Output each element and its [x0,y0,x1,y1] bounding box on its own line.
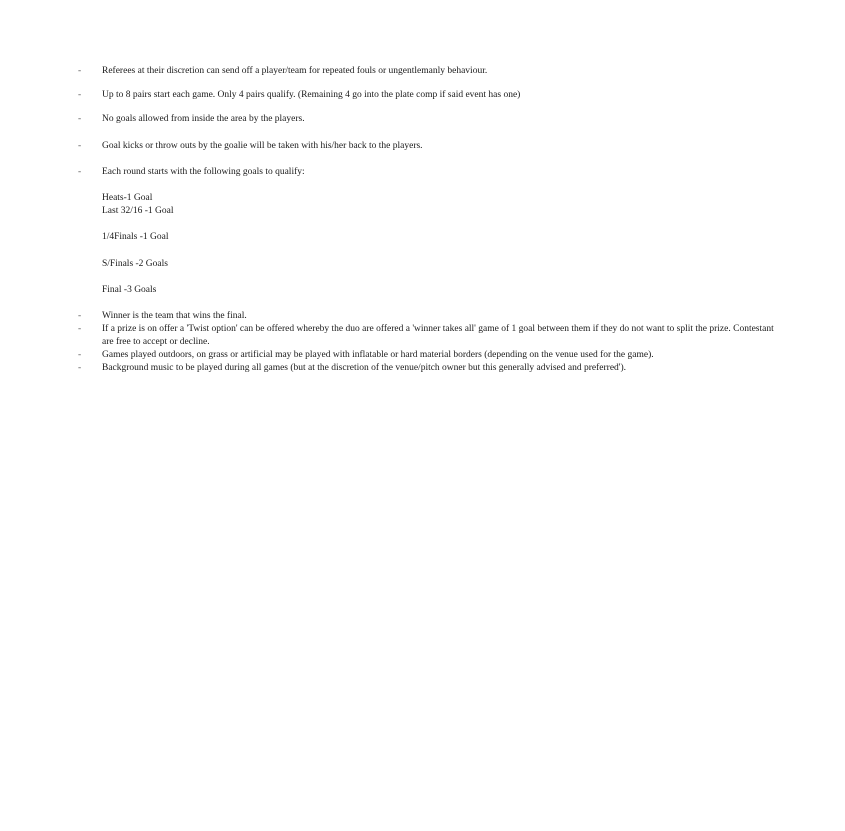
rule-text: Background music to be played during all games (but at the discretion of the venue/pitch owner but this generally advised and preferred'). [102,363,627,373]
bullet-marker: - [78,311,82,321]
rule-text: Games played outdoors, on grass or artificial may be played with inflatable or hard material borders (depending on the venue used for the game). [102,350,654,360]
round-goal-line: S/Finals -2 Goals [102,259,168,269]
list-item [78,310,778,323]
rule-text: Referees at their discretion can send off a player/team for repeated fouls or ungentlemanly behaviour. [102,66,488,76]
list-item [78,323,778,348]
bullet-marker: - [78,114,82,124]
list-item [78,349,778,362]
list-item [78,89,778,102]
list-item [78,362,778,375]
list-item [78,140,778,153]
rule-text: Goal kicks or throw outs by the goalie will be taken with his/her back to the players. [102,141,423,151]
bullet-marker: - [78,363,82,373]
list-item [78,166,778,179]
bullet-marker: - [78,167,82,177]
rule-text: Each round starts with the following goals to qualify: [102,167,305,177]
bullet-marker: - [78,324,82,334]
bullet-marker: - [78,90,82,100]
rule-text: Winner is the team that wins the final. [102,311,247,321]
bullet-marker: - [78,66,82,76]
bullet-marker: - [78,350,82,360]
rule-text: No goals allowed from inside the area by the players. [102,114,305,124]
round-goal-line: Heats-1 Goal [102,193,153,203]
round-goal-line: Final -3 Goals [102,285,157,295]
list-item [78,113,778,126]
list-item [78,65,778,78]
round-goal-line: Last 32/16 -1 Goal [102,206,174,216]
rule-text: If a prize is on offer a 'Twist option' can be offered whereby the duo are offered a 'winner takes all' game of 1 goal between them if they do not want to split the prize. Contestant are free to accept or decline. [102,324,774,347]
round-goal-line: 1/4Finals -1 Goal [102,232,169,242]
rule-text: Up to 8 pairs start each game. Only 4 pairs qualify. (Remaining 4 go into the plate comp if said event has one) [102,90,521,100]
bullet-marker: - [78,141,82,151]
